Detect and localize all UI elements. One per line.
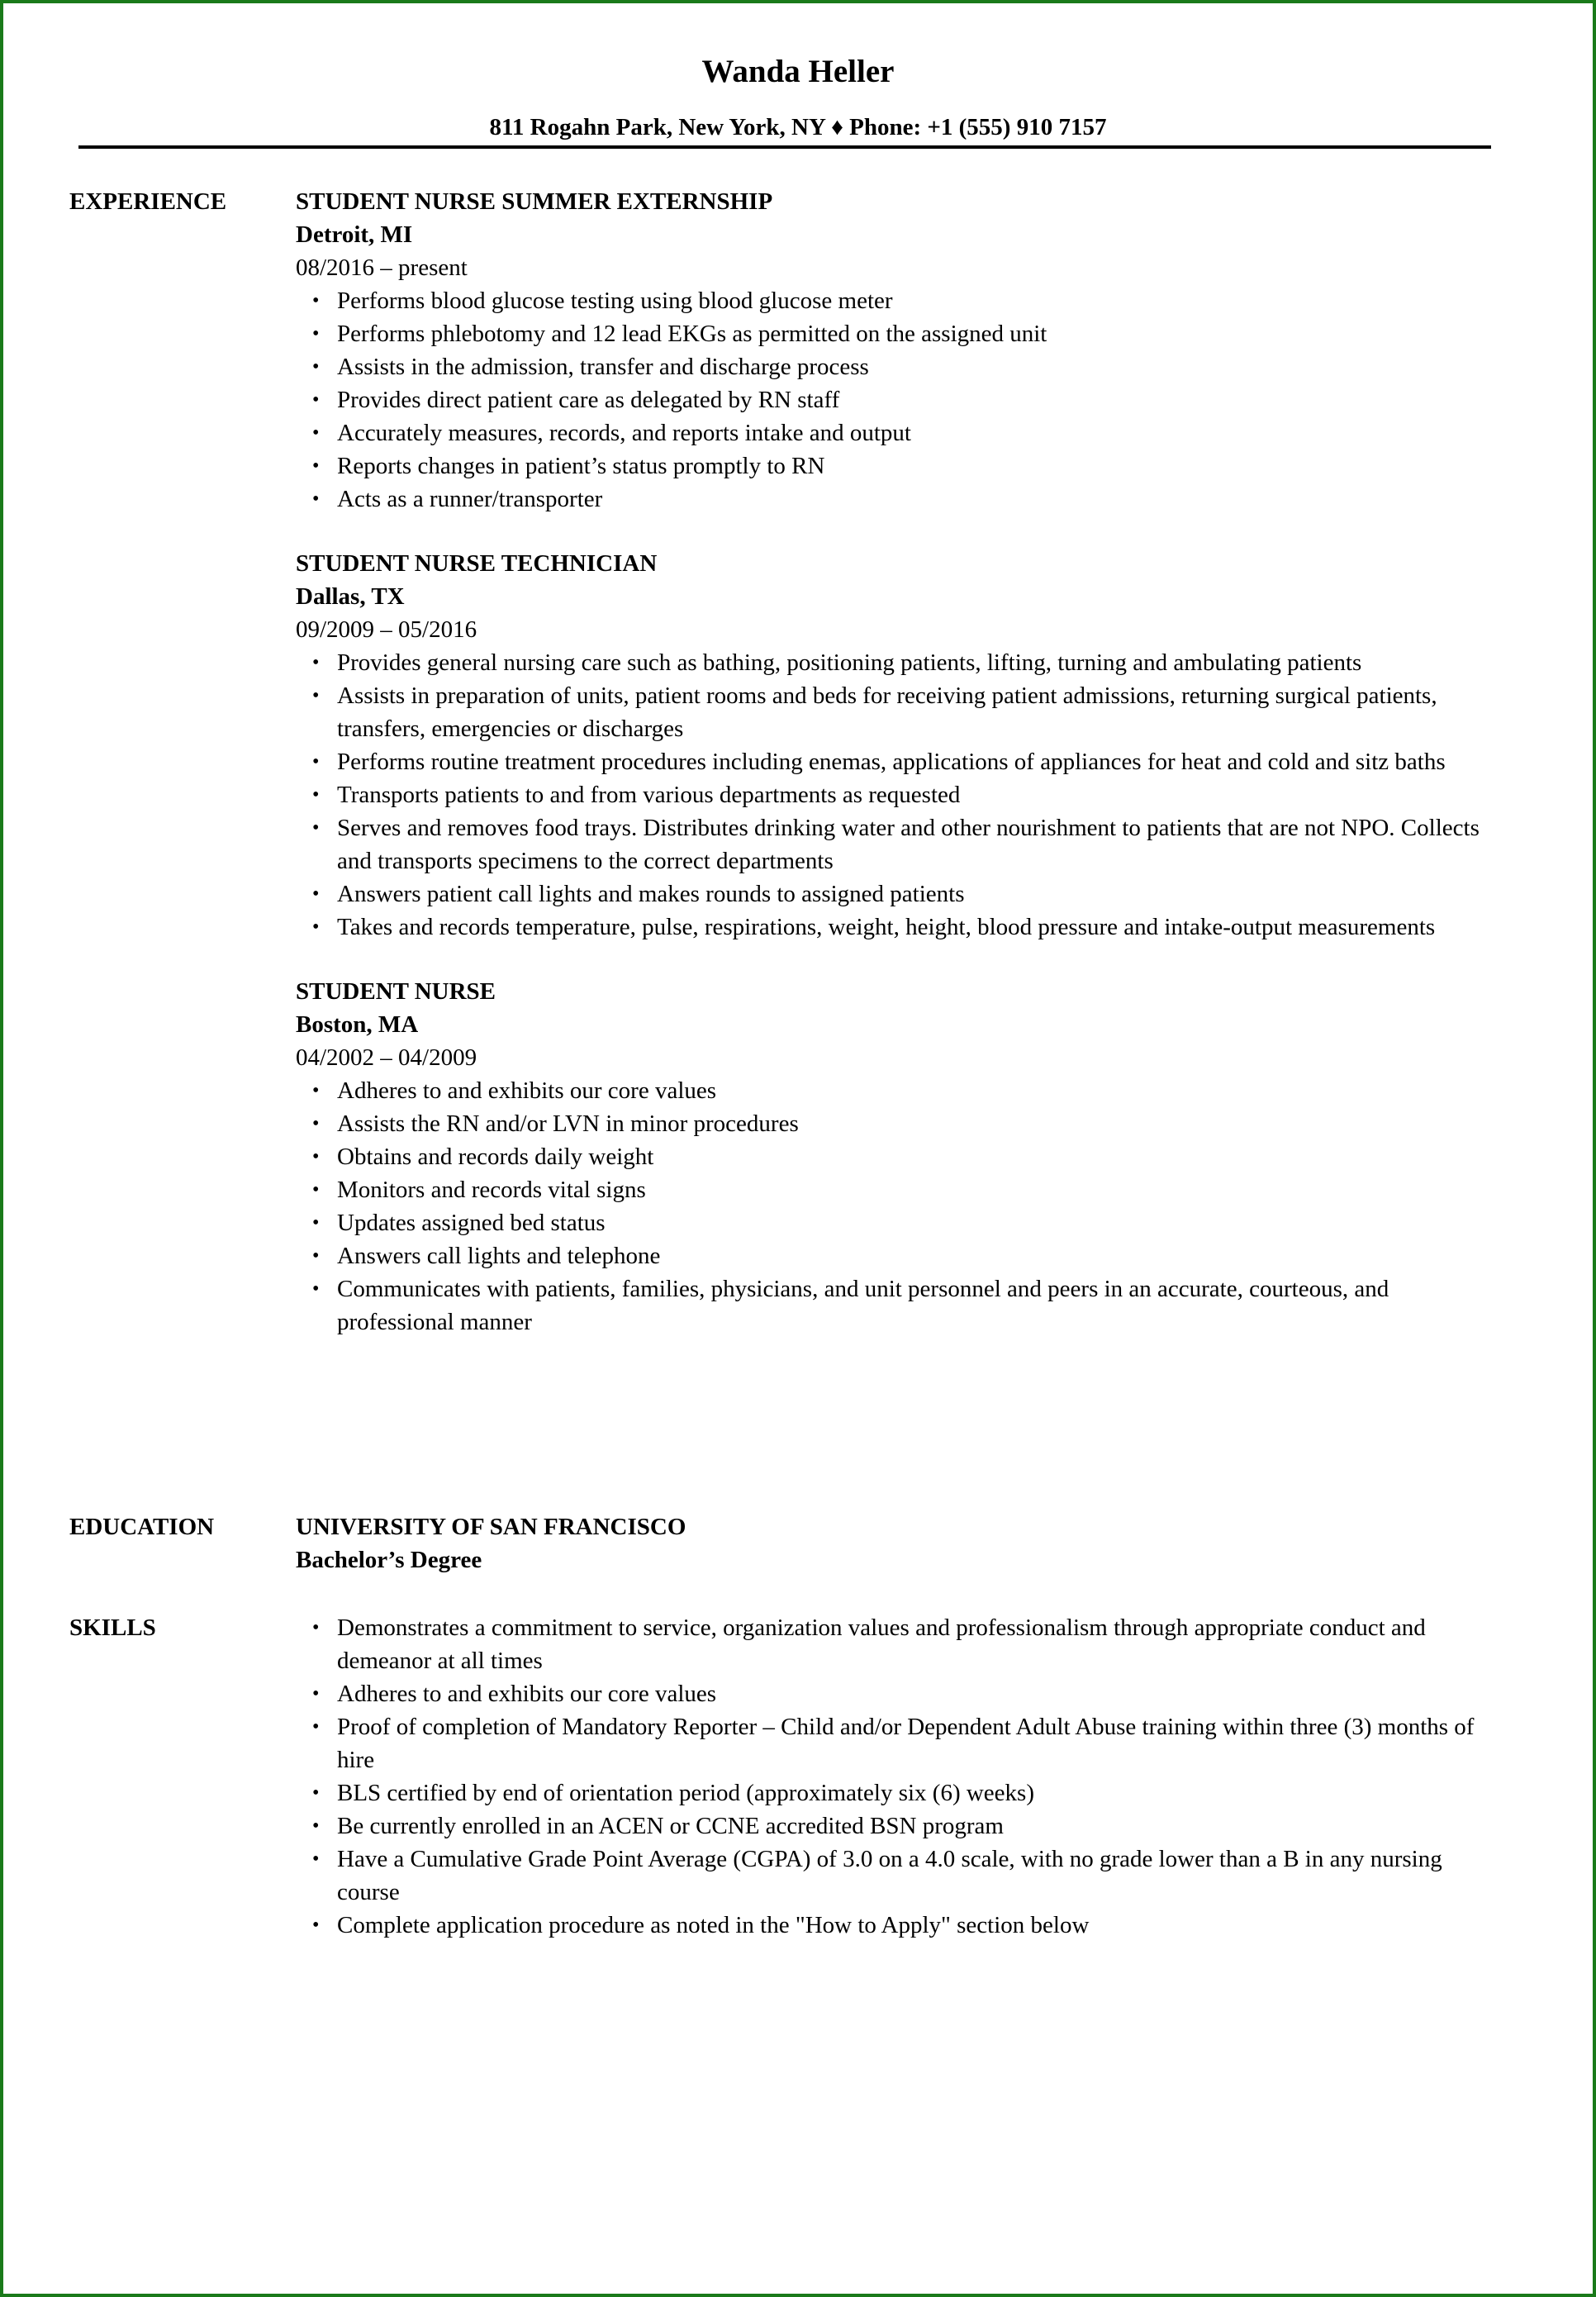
skills-section [296,1611,1502,1942]
skills-list [296,1611,1502,1942]
contact-line: 811 Rogahn Park, New York, NY ♦ Phone: +1 (555) 910 7157 [489,114,1107,140]
bullet-item [296,745,1502,778]
bullet-icon: • [312,422,320,444]
bullet-text: Performs blood glucose testing using blood glucose meter [337,288,893,314]
education-degree: Bachelor’s Degree [296,1547,482,1573]
bullet-icon: • [312,1848,320,1870]
bullet-text: Monitors and records vital signs [337,1177,646,1203]
section-label-skills: SKILLS [69,1615,156,1641]
bullet-text: Serves and removes food trays. Distributes drinking water and other nourishment to patients that are not NPO. Collects and transports specimens to the correct departments [337,815,1480,874]
bullet-item [296,1272,1502,1339]
bullet-text: Answers patient call lights and makes rounds to assigned patients [337,881,965,907]
experience-entry [296,185,1502,516]
bullet-icon: • [312,290,320,311]
bullet-item [296,811,1502,877]
bullet-icon: • [312,652,320,673]
bullet-text: BLS certified by end of orientation period (approximately six (6) weeks) [337,1780,1034,1806]
bullet-item [296,1173,1502,1206]
bullet-text: Be currently enrolled in an ACEN or CCNE accredited BSN program [337,1813,1004,1839]
bullet-item [296,483,1502,516]
bullet-text: Performs routine treatment procedures including enemas, applications of appliances for heat and cold and sitz baths [337,749,1446,775]
header-divider [78,145,1491,149]
bullet-item [296,679,1502,745]
experience-entry [296,975,1502,1339]
bullet-item [296,1611,1502,1677]
bullet-text: Updates assigned bed status [337,1210,606,1236]
bullet-item [296,317,1502,350]
bullet-item [296,1909,1502,1942]
bullet-item [296,1843,1502,1909]
education-school: UNIVERSITY OF SAN FRANCISCO [296,1514,686,1540]
job-dates: 09/2009 – 05/2016 [296,616,477,643]
bullet-icon: • [312,1212,320,1234]
bullet-text: Adheres to and exhibits our core values [337,1681,717,1707]
job-duties-list [296,284,1502,516]
bullet-icon: • [312,356,320,378]
experience-entry [296,547,1502,944]
bullet-item [296,1074,1502,1107]
section-label-education: EDUCATION [69,1514,215,1540]
bullet-icon: • [312,1683,320,1705]
bullet-item [296,1140,1502,1173]
bullet-icon: • [312,1716,320,1738]
bullet-item [296,778,1502,811]
job-title: STUDENT NURSE SUMMER EXTERNSHIP [296,188,773,215]
job-location: Detroit, MI [296,221,413,248]
candidate-name: Wanda Heller [701,54,895,89]
job-dates: 04/2002 – 04/2009 [296,1044,477,1071]
bullet-item [296,1710,1502,1776]
bullet-text: Assists the RN and/or LVN in minor procedures [337,1110,799,1137]
bullet-icon: • [312,1617,320,1638]
bullet-icon: • [312,455,320,477]
bullet-text: Performs phlebotomy and 12 lead EKGs as permitted on the assigned unit [337,321,1047,347]
job-location: Boston, MA [296,1011,419,1038]
job-duties-list [296,1074,1502,1339]
bullet-icon: • [312,784,320,806]
bullet-text: Reports changes in patient’s status promptly to RN [337,453,825,479]
bullet-text: Communicates with patients, families, physicians, and unit personnel and peers in an accurate, courteous, and professional manner [337,1276,1389,1335]
bullet-text: Provides general nursing care such as bathing, positioning patients, lifting, turning and ambulating patients [337,649,1362,676]
bullet-text: Complete application procedure as noted in the "How to Apply" section below [337,1912,1090,1938]
bullet-icon: • [312,1914,320,1936]
job-duties-list [296,646,1502,944]
bullet-item [296,911,1502,944]
bullet-icon: • [312,1113,320,1134]
bullet-item [296,646,1502,679]
bullet-text: Acts as a runner/transporter [337,486,603,512]
job-location: Dallas, TX [296,583,405,610]
bullet-icon: • [312,488,320,510]
bullet-item [296,416,1502,449]
job-title: STUDENT NURSE [296,978,496,1005]
bullet-text: Assists in the admission, transfer and discharge process [337,354,869,380]
bullet-icon: • [312,1179,320,1201]
bullet-item [296,1776,1502,1810]
bullet-text: Assists in preparation of units, patient rooms and beds for receiving patient admissions, returning surgical patients, transfers, emergencies or discharges [337,682,1437,742]
bullet-text: Provides direct patient care as delegated by RN staff [337,387,840,413]
bullet-item [296,877,1502,911]
bullet-item [296,1239,1502,1272]
job-dates: 08/2016 – present [296,254,468,281]
bullet-text: Transports patients to and from various departments as requested [337,782,961,808]
bullet-icon: • [312,1080,320,1101]
bullet-item [296,1677,1502,1710]
bullet-icon: • [312,1815,320,1837]
bullet-text: Have a Cumulative Grade Point Average (CGPA) of 3.0 on a 4.0 scale, with no grade lower than a B in any nursing course [337,1846,1442,1905]
bullet-text: Takes and records temperature, pulse, respirations, weight, height, blood pressure and intake-output measurements [337,914,1436,940]
bullet-icon: • [312,1782,320,1804]
job-title: STUDENT NURSE TECHNICIAN [296,550,658,577]
bullet-item [296,350,1502,383]
experience-section [296,185,1502,1370]
bullet-text: Obtains and records daily weight [337,1144,654,1170]
bullet-text: Demonstrates a commitment to service, organization values and professionalism through appropriate conduct and demeanor at all times [337,1615,1426,1674]
bullet-icon: • [312,685,320,706]
section-label-experience: EXPERIENCE [69,188,227,215]
bullet-icon: • [312,1278,320,1300]
bullet-item [296,284,1502,317]
bullet-icon: • [312,817,320,839]
bullet-icon: • [312,916,320,938]
education-section [296,1510,1502,1577]
bullet-icon: • [312,751,320,773]
bullet-item [296,1810,1502,1843]
bullet-text: Proof of completion of Mandatory Reporter – Child and/or Dependent Adult Abuse training within three (3) months of hire [337,1714,1475,1773]
bullet-icon: • [312,883,320,905]
bullet-item [296,383,1502,416]
bullet-text: Accurately measures, records, and reports intake and output [337,420,911,446]
bullet-icon: • [312,1245,320,1267]
bullet-item [296,1206,1502,1239]
bullet-icon: • [312,323,320,345]
bullet-icon: • [312,389,320,411]
bullet-text: Adheres to and exhibits our core values [337,1077,717,1104]
bullet-item [296,1107,1502,1140]
bullet-icon: • [312,1146,320,1168]
bullet-item [296,449,1502,483]
bullet-text: Answers call lights and telephone [337,1243,661,1269]
